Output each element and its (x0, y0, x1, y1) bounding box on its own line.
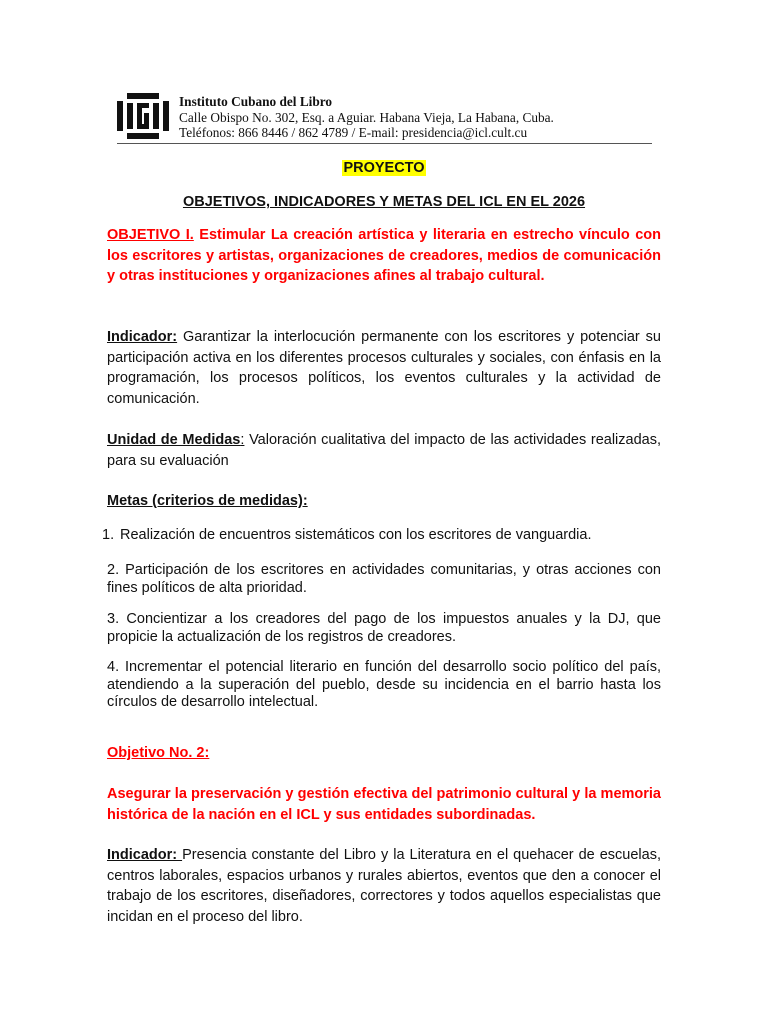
org-contact: Teléfonos: 866 8446 / 862 4789 / E-mail: presidencia@icl.cult.cu (179, 125, 528, 140)
goal-item (107, 562, 661, 597)
org-address: Calle Obispo No. 302, Esq. a Aguiar. Habana Vieja, La Habana, Cuba. (179, 109, 554, 125)
unit-colon: : (240, 432, 245, 448)
objective-2-text: Asegurar la preservación y gestión efectiva del patrimonio cultural y la memoria histórica de la nación en el ICL y sus entidades subordinadas. (107, 786, 661, 823)
goal-item (102, 526, 661, 544)
objective-2-indicator (107, 845, 661, 927)
goal-text: Concientizar a los creadores del pago de los impuestos anuales y la DJ, que propicie la actualización de los registros de creadores. (107, 611, 661, 645)
doc-title: OBJETIVOS, INDICADORES Y METAS DEL ICL EN EL 2026 (182, 194, 586, 210)
doc-kicker: PROYECTO (343, 160, 425, 176)
indicator-label: Indicador: (107, 329, 178, 345)
objective-1-indicator (107, 327, 661, 409)
goal-text: Realización de encuentros sistemáticos con los escritores de vanguardia. (120, 527, 592, 543)
org-name: Instituto Cubano del Libro (179, 94, 333, 109)
objective-1-text: Estimular La creación artística y literaria en estrecho vínculo con los escritores y artistas, organizaciones de creadores, medios de comunicación y otras instituciones y organizaciones afines al trabajo cultural. (107, 227, 661, 284)
goal-number: 1. (102, 527, 115, 543)
letterhead-text (179, 94, 554, 141)
goal-text: Participación de los escritores en actividades comunitarias, y otras acciones con fines políticos de alta prioridad. (107, 562, 661, 596)
goal-number: 4. (107, 659, 120, 675)
doc-kicker-line (107, 159, 661, 177)
indicator-label: Indicador: (107, 847, 183, 863)
goal-item (107, 611, 661, 646)
unit-label: Unidad de Medidas (107, 432, 241, 448)
goal-number: 3. (107, 611, 120, 627)
objective-1 (107, 225, 661, 287)
indicator-text: Presencia constante del Libro y la Literatura en el quehacer de escuelas, centros laborales, espacios urbanos y rurales abiertos, eventos que den a conocer el trabajo de los escritores, diseñadores, correctores y todos aquellos especialistas que incidan en el proceso del libro. (107, 847, 661, 925)
unit-text: Valoración cualitativa del impacto de las actividades realizadas, para su evaluación (107, 432, 662, 469)
goal-number: 2. (107, 562, 120, 578)
objective-1-unit (107, 430, 661, 471)
objective-2-label: Objetivo No. 2: (107, 745, 210, 761)
icl-logo-icon (117, 93, 169, 139)
indicator-text: Garantizar la interlocución permanente con los escritores y potenciar su participación activa en los diferentes procesos culturales y sociales, con énfasis en la programación, los procesos políticos, los eventos culturales y la actividad de comunicación. (107, 329, 661, 407)
goal-text: Incrementar el potencial literario en función del desarrollo socio político del país, atendiendo a la superación del pueblo, desde su incidencia en el barrio hasta los círculos de desarrollo intelectual. (107, 659, 661, 710)
goal-item (107, 659, 661, 712)
letterhead (117, 91, 652, 144)
goals-label: Metas (criterios de medidas): (107, 493, 308, 509)
objective-1-label: OBJETIVO I. (107, 227, 194, 243)
